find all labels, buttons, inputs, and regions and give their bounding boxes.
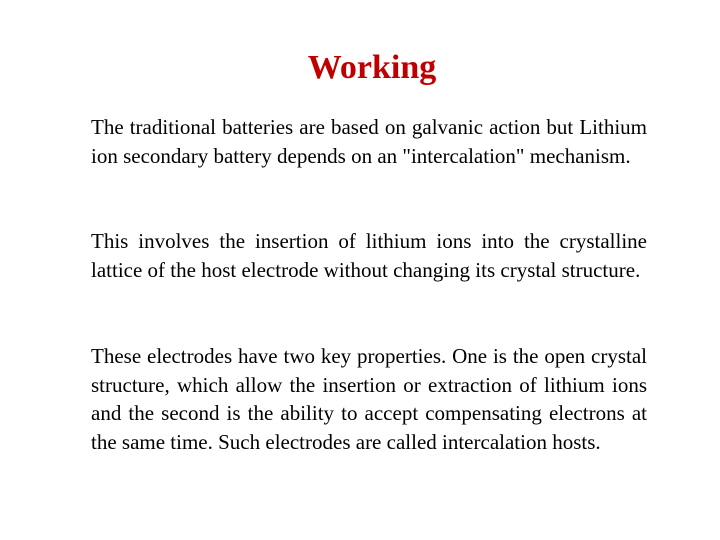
paragraph-insertion: This involves the insertion of lithium ions into the crystalline lattice of the host electrode without changing its crystal structure.	[91, 229, 647, 282]
paragraph-galvanic: The traditional batteries are based on galvanic action but Lithium ion secondary battery depends on an "intercalation" mechanism.	[91, 115, 647, 168]
slide-title: Working	[307, 49, 437, 86]
paragraph-properties: These electrodes have two key properties. One is the open crystal structure, which allow the insertion or extraction of lithium ions and the second is the ability to accept compensating electrons at the same time. Such electrodes are called intercalation hosts.	[91, 344, 647, 454]
